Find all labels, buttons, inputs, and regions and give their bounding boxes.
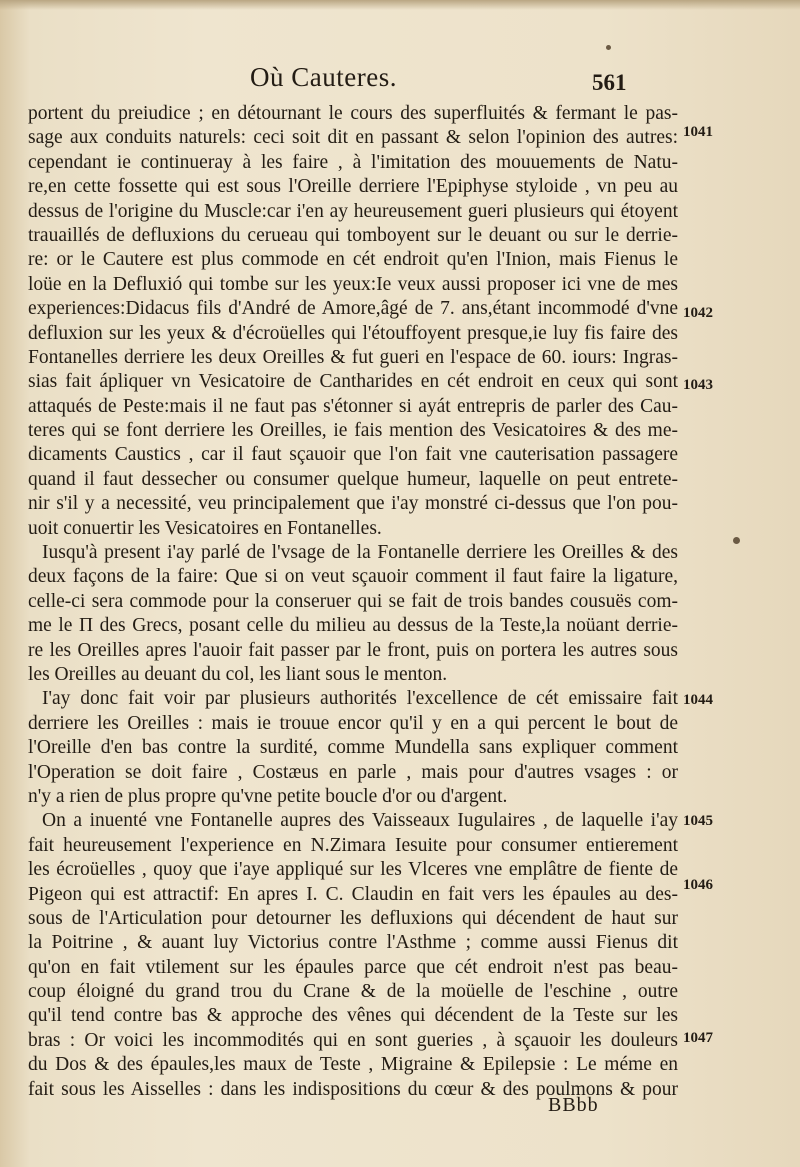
text-line: les Oreilles au deuant du col, les liant sous le menton. xyxy=(28,663,448,685)
text-line: cependant ie continueray à les faire , à l'imitation des mouuements de Natu- xyxy=(28,151,678,173)
text-line: loüe en la Defluxió qui tombe sur les yeux:Ie veux aussi proposer ici vne de mes xyxy=(28,273,678,295)
text-line: I'ay donc fait voir par plusieurs authorités l'excellence de cét emissaire fait xyxy=(42,688,678,710)
running-title: Où Cauteres. xyxy=(250,62,397,92)
text-line: la Poitrine , & auant luy Victorius contre l'Asthme ; comme aussi Fienus dit xyxy=(28,932,678,954)
text-line: dessus de l'origine du Muscle:car i'en ay heureusement gueri plusieurs qui étoyent xyxy=(28,200,678,222)
text-line: qu'il tend contre bas & approche des vênes qui décendent de la Teste sur les xyxy=(28,1005,678,1027)
text-line: fait heureusement l'experience en N.Zimara Iesuite pour consumer entierement xyxy=(28,834,678,856)
text-line: celle-ci sera commode pour la conseruer qui se fait de trois bandes cousuës com- xyxy=(28,590,678,612)
text-line: teres qui se font derriere les Oreilles, ie fais mention des Vesicatoires & des me- xyxy=(28,420,678,442)
text-line: quand il faut dessecher ou consumer quelque humeur, laquelle on peut entrete- xyxy=(28,468,678,490)
text-line: sias fait ápliquer vn Vesicatoire de Cantharides en cét endroit en ceux qui sont xyxy=(28,371,678,393)
text-line: Iusqu'à present i'ay parlé de l'vsage de la Fontanelle derriere les Oreilles & des xyxy=(42,542,678,564)
text-line: nir s'il y a necessité, veu principalement que i'ay monstré ci-dessus que l'on pou- xyxy=(28,493,678,515)
text-line: coup éloigné du grand trou du Crane & de la moüelle de l'eschine , outre xyxy=(28,981,678,1003)
text-line: sous de l'Articulation pour detourner les defluxions qui décendent de haut sur xyxy=(28,907,678,929)
text-line: derriere les Oreilles : mais ie trouue encor qu'il y en a qui percent le bout de xyxy=(28,712,678,734)
margin-note: 1044 xyxy=(683,692,713,708)
text-line: re les Oreilles apres l'auoir fait passer par le front, puis on portera les autres sous xyxy=(28,639,678,661)
margin-note: 1041 xyxy=(683,124,713,140)
margin-note: 1043 xyxy=(683,377,713,393)
margin-note: 1047 xyxy=(683,1030,713,1046)
text-line: On a inuenté vne Fontanelle aupres des Vaisseaux Iugulaires , de laquelle i'ay xyxy=(42,810,678,832)
text-line: bras : Or voici les incommodités qui en sont gueries , à sçauoir les douleurs xyxy=(28,1029,678,1051)
text-line: trauaillés de defluxions du cerueau qui tomboyent sur le deuant ou sur le derrie- xyxy=(28,224,678,246)
text-line: dicaments Caustics , car il faut sçauoir que l'on fait vne cauterisation passagere xyxy=(28,444,678,466)
text-line: n'y a rien de plus propre qu'vne petite boucle d'or ou d'argent. xyxy=(28,785,508,807)
margin-note: 1046 xyxy=(683,877,713,893)
text-line: re,en cette fossette qui est sous l'Oreille derriere l'Epiphyse styloide , vn peu au xyxy=(28,176,678,198)
text-line: sage aux conduits naturels: ceci soit dit en passant & selon l'opinion des autres: xyxy=(28,127,678,149)
body-text xyxy=(28,102,678,1102)
text-line: les écroüelles , quoy que i'aye appliqué sur les Vlceres vne emplâtre de fiente de xyxy=(28,859,678,881)
text-line: me le Π des Grecs, posant celle du milieu au dessus de la Teste,la noüant derrie- xyxy=(28,615,678,637)
text-line: l'Operation se doit faire , Costæus en parle , mais pour d'autres vsages : or xyxy=(28,761,678,783)
text-line: du Dos & des épaules,les maux de Teste , Migraine & Epilepsie : Le méme en xyxy=(28,1054,678,1076)
text-line: Pigeon qui est attractif: En apres I. C. Claudin en fait vers les épaules au des- xyxy=(28,883,678,905)
ink-spot xyxy=(606,45,611,50)
text-line: defluxion sur les yeux & d'écroüelles qui l'étouffoyent presque,ie luy fis faire des xyxy=(28,322,678,344)
margin-note: 1045 xyxy=(683,813,713,829)
text-line: deux façons de la faire: Que si on veut sçauoir comment il faut faire la ligature, xyxy=(28,566,678,588)
text-line: uoit conuertir les Vesicatoires en Fontanelles. xyxy=(28,517,382,539)
margin-note: 1042 xyxy=(683,305,713,321)
page-number: 561 xyxy=(592,70,627,95)
ink-spot xyxy=(733,537,740,544)
text-line: fait sous les Aisselles : dans les indispositions du cœur & des poulmons & pour xyxy=(28,1078,678,1100)
page-top-edge xyxy=(0,0,800,10)
text-line: Fontanelles derriere les deux Oreilles & fut gueri en l'espace de 60. iours: Ingras- xyxy=(28,346,678,368)
signature-mark: BBbb xyxy=(548,1094,599,1116)
text-line: l'Oreille d'en bas contre la surdité, comme Mundella sans expliquer comment xyxy=(28,737,678,759)
text-line: qu'on en fait vtilement sur les épaules parce que cét endroit n'est pas beau- xyxy=(28,956,678,978)
text-line: attaqués de Peste:mais il ne faut pas s'étonner si ayát entrepris de parler des Cau- xyxy=(28,395,678,417)
text-line: experiences:Didacus fils d'André de Amore,âgé de 7. ans,étant incommodé d'vne xyxy=(28,298,678,320)
text-line: re: or le Cautere est plus commode en cét endroit qu'en l'Inion, mais Fienus le xyxy=(28,249,678,271)
text-line: portent du preiudice ; en détournant le cours des superfluités & fermant le pas- xyxy=(28,103,678,124)
